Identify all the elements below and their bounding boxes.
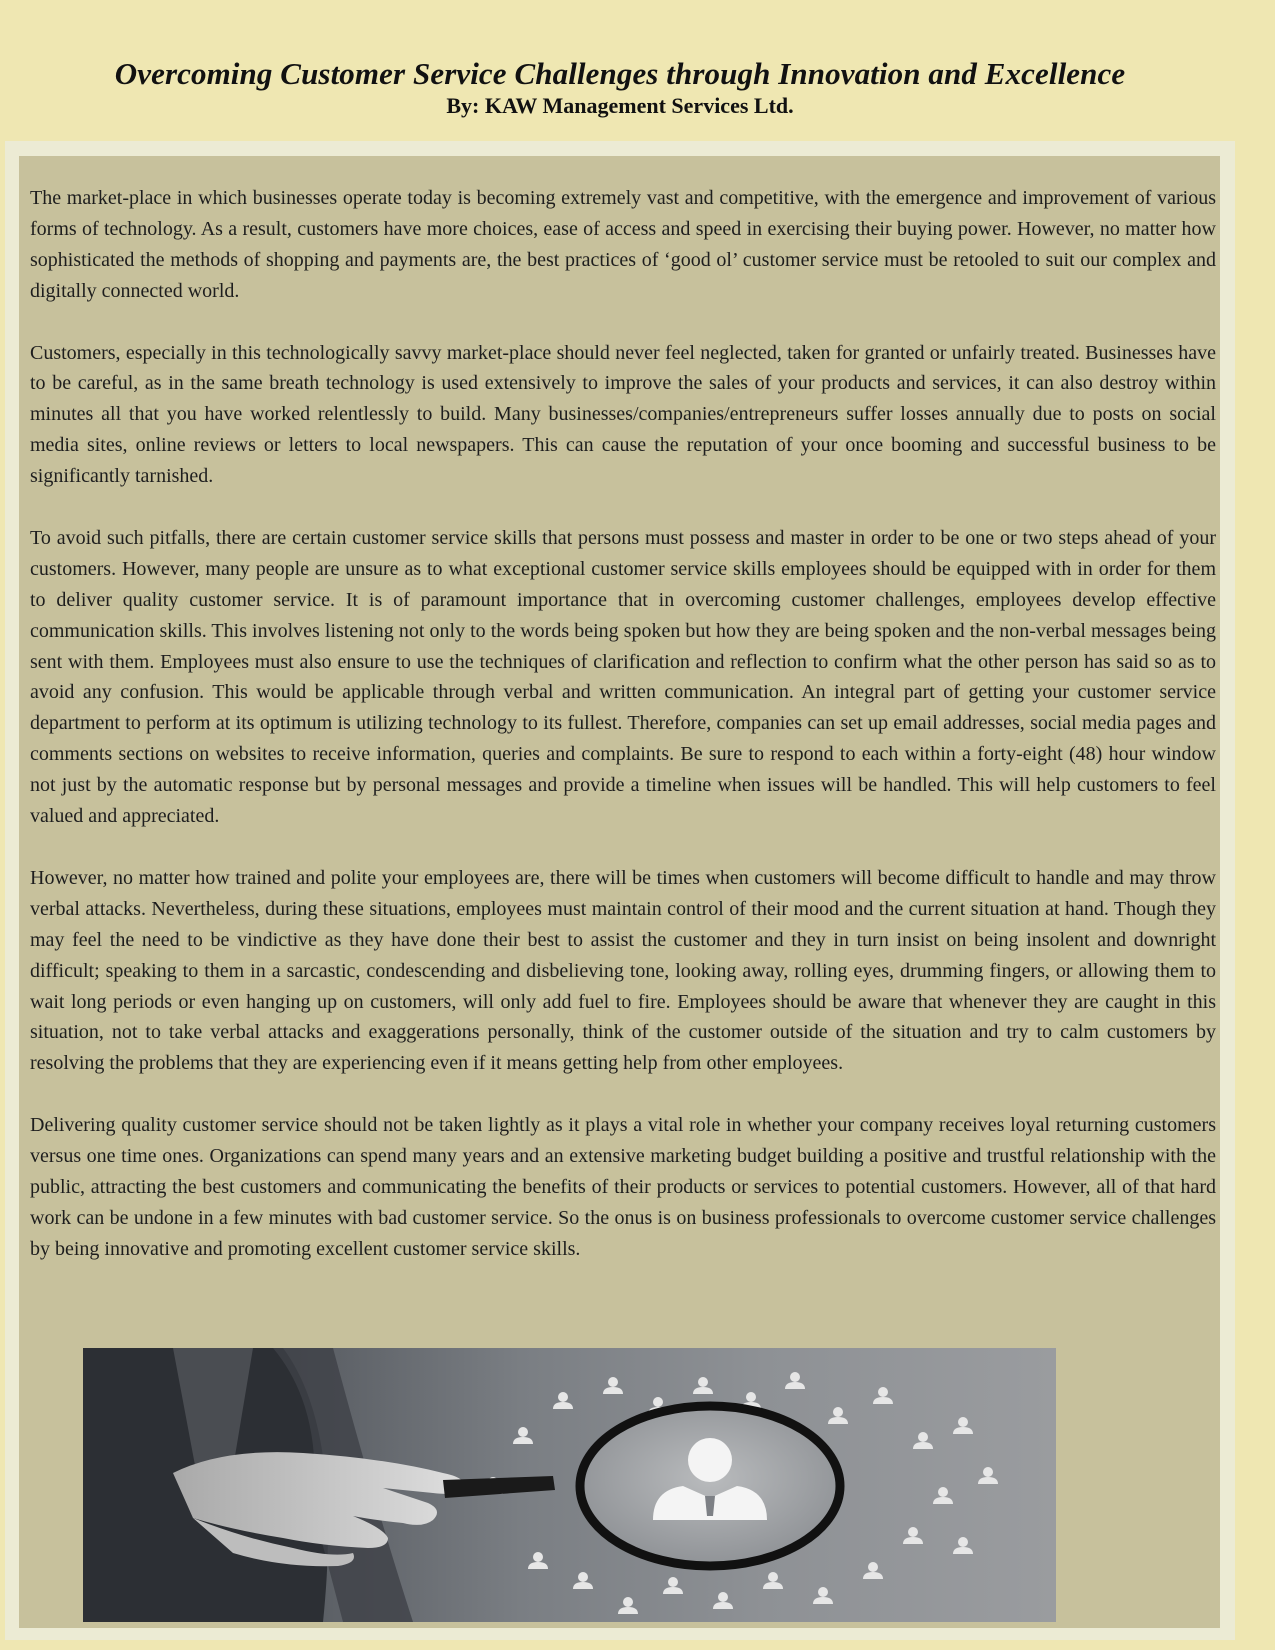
paragraph-3: To avoid such pitfalls, there are certain customer service skills that persons must possess and master in order to be one or two steps ahead of your customers. However, many people are unsure as to what exceptional customer service skills employees should be equipped with in order for them to deliver quality customer service. It is of paramount importance that in overcoming customer challenges, employees develop effective communication skills. This involves listening not only to the words being spoken but how they are being spoken and the non-verbal messages being sent with them. Employees must also ensure to use the techniques of clarification and reflection to confirm what the other person has said so as to avoid any confusion. This would be applicable through verbal and written communication. An integral part of getting your customer service department to perform at its optimum is utilizing technology to its fullest. Therefore, companies can set up email addresses, social media pages and comments sections on websites to receive information, queries and complaints. Be sure to respond to each within a forty-eight (48) hour window not just by the automatic response but by personal messages and provide a timeline when issues will be handled. This will help customers to feel valued and appreciated. [30,526,1216,828]
paragraph-5: Delivering quality customer service should not be taken lightly as it plays a vital role in whether your company receives loyal returning customers versus one time ones. Organizations can spend many years and an extensive marketing budget building a positive and trustful relationship with the public, attracting the best customers and communicating the benefits of their products or services to potential customers. However, all of that hard work can be undone in a few minutes with bad customer service. So the onus is on business professionals to overcome customer service challenges by being innovative and promoting excellent customer service skills. [30,1114,1216,1260]
paragraph-4: However, no matter how trained and polite your employees are, there will be times when customers will become difficult to handle and may throw verbal attacks. Nevertheless, during these situations, employees must maintain control of their mood and the current situation at hand. Though they may feel the need to be vindictive as they have done their best to assist the customer and they in turn insist on being insolent and downright difficult; speaking to them in a sarcastic, condescending and disbelieving tone, looking away, rolling eyes, drumming fingers, or allowing them to wait long periods or even hanging up on customers, will only add fuel to fire. Employees should be aware that whenever they are caught in this situation, not to take verbal attacks and exaggerations personally, think of the customer outside of the situation and try to calm customers by resolving the problems that they are experiencing even if it means getting help from other employees. [30,866,1216,1075]
paragraph-2: Customers, especially in this technologically savvy market-place should never feel neglected, taken for granted or unfairly treated. Businesses have to be careful, as in the same breath technology is used extensively to improve the sales of your products and services, it can also destroy within minutes all that you have worked relentlessly to build. Many businesses/companies/entrepreneurs suffer losses annually due to posts on social media sites, online reviews or letters to local newspapers. This can cause the reputation of your once booming and successful business to be significantly tarnished. [30,341,1216,488]
article-photo [83,1348,1056,1622]
document-title: Overcoming Customer Service Challenges through Innovation and Excellence [114,56,1126,91]
magnifying-glass-person-icon [83,1348,1056,1622]
document-byline: By: KAW Management Services Ltd. [446,93,794,118]
article-body [30,183,1216,1265]
document-header [0,55,1240,119]
paragraph-1: The market-place in which businesses operate today is becoming extremely vast and competitive, with the emergence and improvement of various forms of technology. As a result, customers have more choices, ease of access and speed in exercising their buying power. However, no matter how sophisticated the methods of shopping and payments are, the best practices of ‘good ol’ customer service must be retooled to suit our complex and digitally connected world. [30,187,1216,302]
